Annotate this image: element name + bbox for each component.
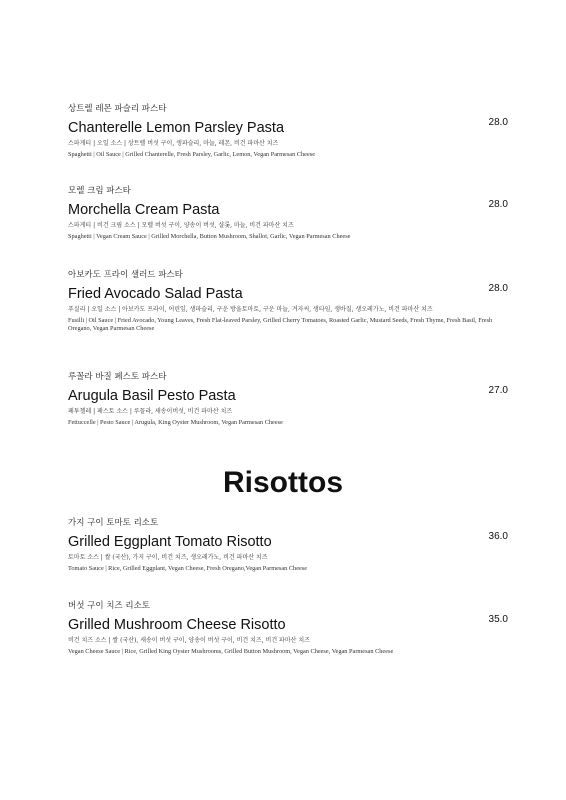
item-korean-title: 모렐 크림 파스타 — [68, 186, 131, 196]
menu-item-arugula-pasta — [68, 372, 508, 427]
item-korean-description: 비건 치즈 소스 | 쌀 (국산), 새송이 버섯 구이, 양송이 버섯 구이, 비건 치즈, 비건 파마산 치즈 — [68, 637, 310, 644]
item-price: 28.0 — [488, 283, 508, 294]
item-korean-title: 루꼴라 바질 페스토 파스타 — [68, 372, 167, 382]
item-price: 27.0 — [488, 385, 508, 396]
item-english-description: Vegan Cheese Sauce | Rice, Grilled King Oyster Mushrooms, Grilled Button Mushroom, Vegan Cheese, Vegan Parmesan Cheese — [68, 647, 394, 655]
item-english-description: Fettuccelle | Pesto Sauce | Arugula, King Oyster Mushroom, Vegan Parmesan Cheese — [68, 418, 283, 426]
item-price: 35.0 — [488, 614, 508, 625]
item-price: 36.0 — [488, 531, 508, 542]
item-english-title: Grilled Eggplant Tomato Risotto — [68, 534, 272, 550]
menu-item-eggplant-risotto — [68, 518, 508, 573]
item-korean-title: 버섯 구이 치즈 리소토 — [68, 601, 151, 611]
item-english-title: Fried Avocado Salad Pasta — [68, 286, 243, 302]
item-korean-description: 스파게티 | 비건 크림 소스 | 모렐 버섯 구이, 양송이 버섯, 샬롯, 마늘, 비건 파마산 치즈 — [68, 222, 294, 229]
item-korean-description: 스파게티 | 오일 소스 | 상트렐 버섯 구이, 생파슬리, 마늘, 레몬, 비건 파마산 치즈 — [68, 140, 279, 147]
item-english-description: Tomato Sauce | Rice, Grilled Eggplant, Vegan Cheese, Fresh Oregano,Vegan Parmesan Cheese — [68, 564, 308, 572]
risottos-section-heading: Risottos — [223, 466, 343, 499]
menu-item-morchella-pasta — [68, 186, 508, 241]
item-korean-title: 상트렐 레몬 파슬리 파스타 — [68, 104, 167, 114]
item-english-title: Grilled Mushroom Cheese Risotto — [68, 617, 286, 633]
menu-item-fried-avocado-pasta — [68, 270, 508, 334]
menu-item-mushroom-risotto — [68, 601, 508, 656]
item-korean-description: 푸실리 | 오일 소스 | 아보카도 프라이, 어린잎, 생파슬리, 구운 방울토마토, 구운 마늘, 겨자씨, 생타임, 생바질, 생오레가노, 비건 파마산 치즈 — [68, 306, 433, 313]
item-price: 28.0 — [488, 117, 508, 128]
item-korean-description: 토마토 소스 | 쌀 (국산), 가지 구이, 비건 치즈, 생오레가노, 비건 파마산 치즈 — [68, 554, 268, 561]
item-english-title: Chanterelle Lemon Parsley Pasta — [68, 120, 285, 136]
item-english-title: Arugula Basil Pesto Pasta — [68, 388, 236, 404]
item-korean-title: 아보카도 프라이 샐러드 파스타 — [68, 270, 183, 280]
item-english-description: Spaghetti | Oil Sauce | Grilled Chanterelle, Fresh Parsley, Garlic, Lemon, Vegan Parmesan Cheese — [68, 150, 315, 158]
item-english-title: Morchella Cream Pasta — [68, 202, 220, 218]
menu-item-chanterelle-pasta — [68, 104, 508, 159]
item-korean-description: 페투첼레 | 페스토 소스 | 루꼴라, 새송이버섯, 비건 파마산 치즈 — [68, 408, 233, 415]
item-english-description: Fusilli | Oil Sauce | Fried Avocado, Young Leaves, Fresh Flat-leaved Parsley, Grilled Cherry Tomatoes, Roasted Garlic, Mustard Seeds, Fresh Thyme, Fresh Basil, Fresh Oregano, Vegan Parmesan Cheese — [68, 316, 493, 332]
item-english-description: Spaghetti | Vegan Cream Sauce | Grilled Morchella, Button Mushroom, Shallot, Garlic, Vegan Parmesan Cheese — [68, 232, 351, 240]
item-korean-title: 가지 구이 토마토 리소토 — [68, 518, 159, 528]
item-price: 28.0 — [488, 199, 508, 210]
